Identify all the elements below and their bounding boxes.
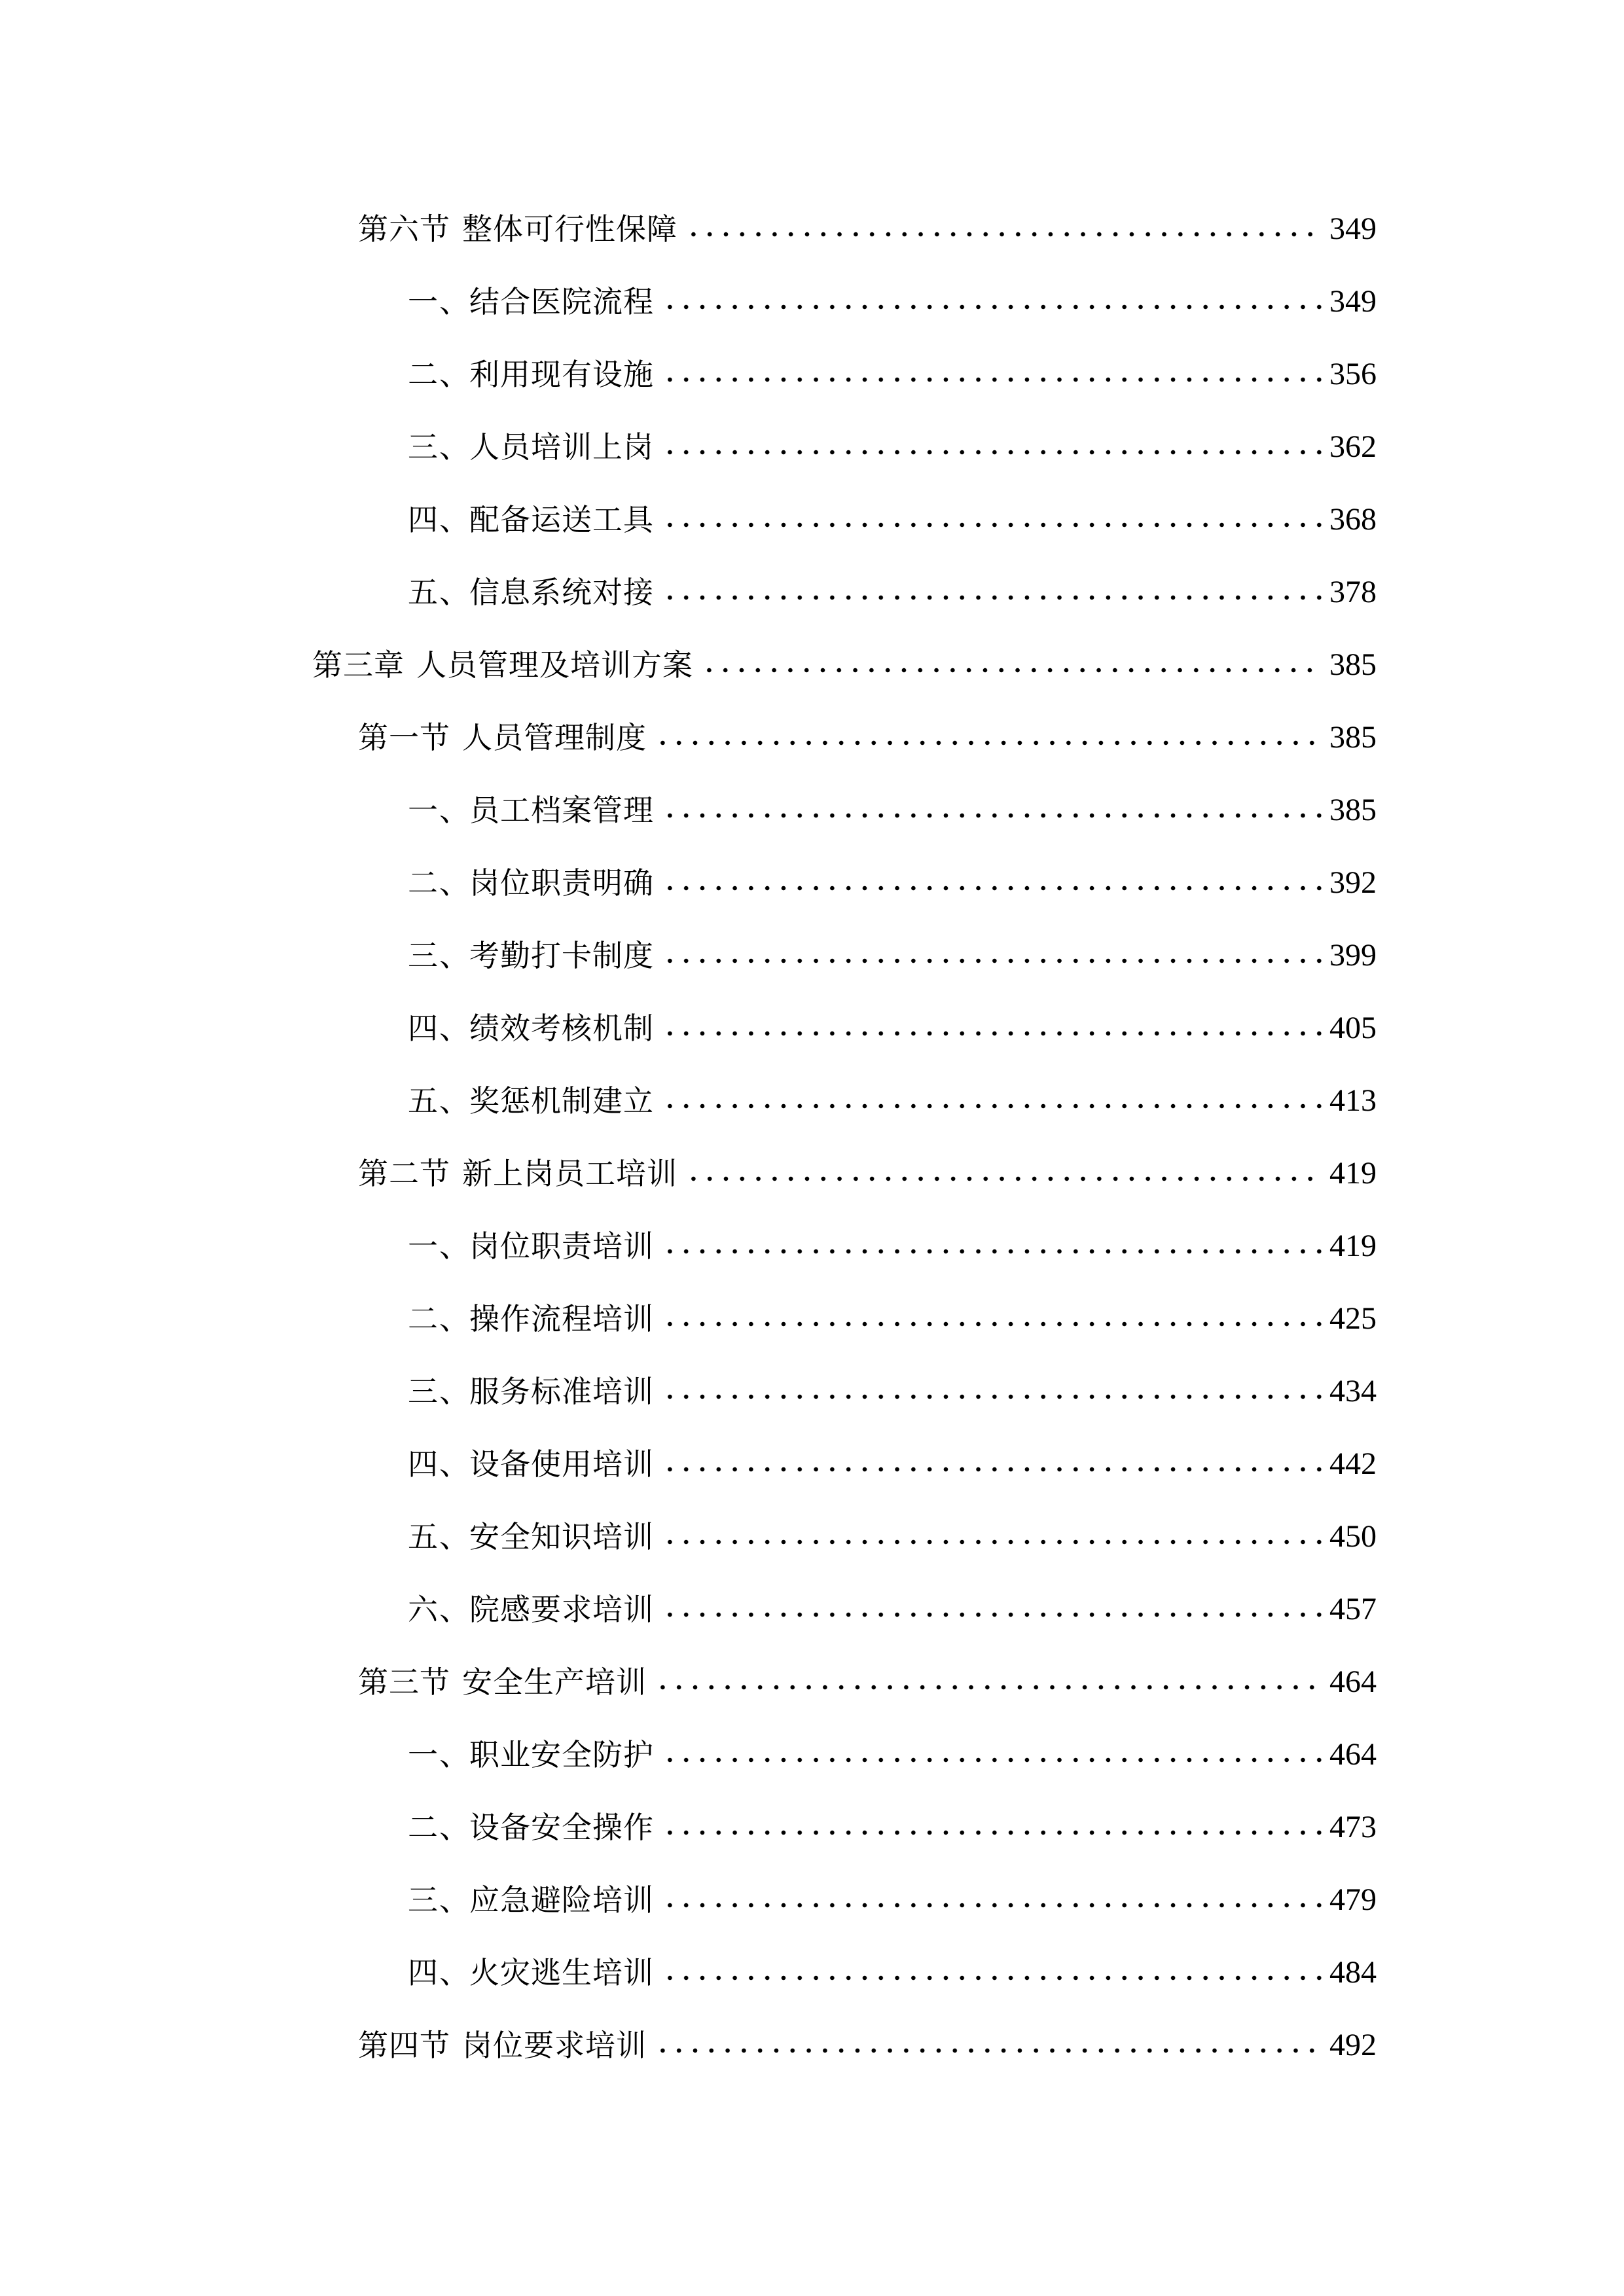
dot-leader bbox=[662, 1030, 1322, 1037]
toc-entry-title: 人员管理制度 bbox=[462, 720, 647, 755]
dot-leader bbox=[701, 666, 1322, 674]
toc-entry-section[interactable] bbox=[358, 1661, 1377, 1700]
toc-entry-page-number: 385 bbox=[1329, 720, 1377, 755]
toc-entry-title: 院感要求培训 bbox=[469, 1592, 654, 1627]
toc-entry-item[interactable] bbox=[408, 862, 1377, 901]
toc-entry-title: 设备安全操作 bbox=[469, 1810, 654, 1845]
toc-entry-page-number: 479 bbox=[1329, 1882, 1377, 1917]
toc-entry-title: 利用现有设施 bbox=[469, 357, 654, 392]
toc-entry-item[interactable] bbox=[408, 281, 1377, 320]
toc-entry-title: 配备运送工具 bbox=[469, 502, 654, 537]
toc-entry-item[interactable] bbox=[408, 1806, 1377, 1846]
toc-entry-item[interactable] bbox=[408, 426, 1377, 465]
toc-entry-title: 考勤打卡制度 bbox=[469, 938, 654, 973]
toc-entry-prefix: 一、 bbox=[408, 1737, 471, 1772]
toc-entry-prefix: 一、 bbox=[408, 284, 471, 319]
toc-entry-chapter[interactable] bbox=[312, 644, 1377, 683]
toc-entry-prefix: 第三节 bbox=[358, 1664, 450, 1700]
toc-entry-page-number: 464 bbox=[1329, 1737, 1377, 1772]
toc-entry-title: 绩效考核机制 bbox=[469, 1011, 654, 1046]
toc-entry-page-number: 385 bbox=[1329, 647, 1377, 682]
dot-leader bbox=[662, 884, 1322, 892]
toc-entry-title: 火灾逃生培训 bbox=[469, 1955, 654, 1990]
toc-entry-prefix: 四、 bbox=[408, 1955, 471, 1990]
toc-entry-title: 新上岗员工培训 bbox=[462, 1156, 677, 1191]
toc-entry-section[interactable] bbox=[358, 1153, 1377, 1192]
toc-entry-item[interactable] bbox=[408, 1443, 1377, 1482]
dot-leader bbox=[662, 1974, 1322, 1982]
toc-entry-prefix: 三、 bbox=[408, 1882, 471, 1918]
toc-entry-title: 奖惩机制建立 bbox=[469, 1083, 654, 1119]
toc-entry-item[interactable] bbox=[408, 499, 1377, 538]
dot-leader bbox=[662, 594, 1322, 601]
toc-entry-prefix: 一、 bbox=[408, 1229, 471, 1264]
toc-entry-prefix: 三、 bbox=[408, 938, 471, 973]
toc-entry-title: 设备使用培训 bbox=[469, 1446, 654, 1482]
toc-entry-prefix: 第六节 bbox=[358, 211, 450, 247]
toc-entry-title: 岗位职责明确 bbox=[469, 865, 654, 901]
dot-leader bbox=[662, 376, 1322, 384]
toc-entry-item[interactable] bbox=[408, 1952, 1377, 1991]
toc-entry-page-number: 356 bbox=[1329, 357, 1377, 391]
toc-entry-item[interactable] bbox=[408, 1734, 1377, 1773]
toc-entry-item[interactable] bbox=[408, 789, 1377, 829]
dot-leader bbox=[662, 1102, 1322, 1110]
toc-entry-title: 岗位职责培训 bbox=[469, 1229, 654, 1264]
toc-entry-prefix: 第四节 bbox=[358, 2028, 450, 2063]
toc-entry-title: 整体可行性保障 bbox=[462, 211, 677, 247]
toc-entry-prefix: 五、 bbox=[408, 1083, 471, 1119]
toc-entry-item[interactable] bbox=[408, 1371, 1377, 1410]
toc-entry-prefix: 四、 bbox=[408, 1011, 471, 1046]
toc-entry-page-number: 399 bbox=[1329, 938, 1377, 973]
toc-entry-prefix: 第一节 bbox=[358, 720, 450, 755]
toc-entry-prefix: 四、 bbox=[408, 502, 471, 537]
toc-entry-page-number: 450 bbox=[1329, 1519, 1377, 1554]
toc-entry-section[interactable] bbox=[358, 717, 1377, 756]
dot-leader bbox=[662, 1320, 1322, 1328]
dot-leader bbox=[662, 812, 1322, 819]
toc-entry-page-number: 378 bbox=[1329, 575, 1377, 609]
toc-entry-page-number: 492 bbox=[1329, 2028, 1377, 2062]
toc-entry-item[interactable] bbox=[408, 571, 1377, 611]
toc-entry-title: 安全生产培训 bbox=[462, 1664, 647, 1700]
toc-entry-title: 服务标准培训 bbox=[469, 1374, 654, 1409]
dot-leader bbox=[662, 521, 1322, 529]
toc-entry-prefix: 二、 bbox=[408, 357, 471, 392]
dot-leader bbox=[662, 303, 1322, 311]
toc-entry-page-number: 473 bbox=[1329, 1810, 1377, 1844]
dot-leader bbox=[655, 2047, 1322, 2054]
toc-entry-page-number: 392 bbox=[1329, 865, 1377, 900]
toc-entry-item[interactable] bbox=[408, 935, 1377, 974]
toc-entry-item[interactable] bbox=[408, 1588, 1377, 1628]
toc-entry-page-number: 419 bbox=[1329, 1156, 1377, 1191]
toc-entry-prefix: 四、 bbox=[408, 1446, 471, 1482]
toc-entry-title: 操作流程培训 bbox=[469, 1301, 654, 1336]
toc-entry-item[interactable] bbox=[408, 1225, 1377, 1265]
dot-leader bbox=[662, 1756, 1322, 1764]
dot-leader bbox=[655, 739, 1322, 747]
dot-leader bbox=[655, 1683, 1322, 1691]
toc-entry-prefix: 二、 bbox=[408, 865, 471, 901]
toc-entry-prefix: 六、 bbox=[408, 1592, 471, 1627]
toc-entry-prefix: 二、 bbox=[408, 1301, 471, 1336]
toc-entry-page-number: 425 bbox=[1329, 1301, 1377, 1336]
toc-entry-page-number: 419 bbox=[1329, 1229, 1377, 1263]
toc-entry-page-number: 464 bbox=[1329, 1664, 1377, 1699]
dot-leader bbox=[662, 1247, 1322, 1255]
toc-entry-section[interactable] bbox=[358, 2024, 1377, 2064]
dot-leader bbox=[662, 1465, 1322, 1473]
toc-entry-section[interactable] bbox=[358, 208, 1377, 247]
toc-entry-title: 人员管理及培训方案 bbox=[416, 647, 693, 683]
toc-entry-item[interactable] bbox=[408, 1516, 1377, 1555]
toc-entry-item[interactable] bbox=[408, 353, 1377, 393]
toc-entry-prefix: 一、 bbox=[408, 793, 471, 828]
toc-entry-page-number: 362 bbox=[1329, 429, 1377, 464]
dot-leader bbox=[662, 1538, 1322, 1546]
toc-entry-item[interactable] bbox=[408, 1879, 1377, 1918]
toc-entry-page-number: 349 bbox=[1329, 211, 1377, 246]
toc-entry-page-number: 385 bbox=[1329, 793, 1377, 827]
dot-leader bbox=[662, 1901, 1322, 1909]
toc-entry-page-number: 349 bbox=[1329, 284, 1377, 319]
toc-entry-item[interactable] bbox=[408, 1298, 1377, 1337]
dot-leader bbox=[685, 230, 1322, 238]
toc-entry-prefix: 第二节 bbox=[358, 1156, 450, 1191]
toc-entry-title: 员工档案管理 bbox=[469, 793, 654, 828]
toc-entry-title: 信息系统对接 bbox=[469, 575, 654, 610]
toc-entry-title: 职业安全防护 bbox=[469, 1737, 654, 1772]
toc-entry-title: 安全知识培训 bbox=[469, 1519, 654, 1554]
toc-entry-prefix: 五、 bbox=[408, 575, 471, 610]
dot-leader bbox=[662, 1393, 1322, 1401]
toc-entry-page-number: 484 bbox=[1329, 1955, 1377, 1990]
toc-entry-page-number: 405 bbox=[1329, 1011, 1377, 1045]
toc-entry-page-number: 457 bbox=[1329, 1592, 1377, 1626]
toc-entry-prefix: 二、 bbox=[408, 1810, 471, 1845]
toc-entry-title: 应急避险培训 bbox=[469, 1882, 654, 1918]
dot-leader bbox=[662, 448, 1322, 456]
dot-leader bbox=[662, 1829, 1322, 1837]
toc-entry-prefix: 第三章 bbox=[312, 647, 405, 683]
toc-entry-prefix: 三、 bbox=[408, 1374, 471, 1409]
toc-entry-page-number: 442 bbox=[1329, 1446, 1377, 1481]
toc-entry-page-number: 368 bbox=[1329, 502, 1377, 537]
dot-leader bbox=[685, 1175, 1322, 1183]
dot-leader bbox=[662, 957, 1322, 965]
toc-entry-page-number: 434 bbox=[1329, 1374, 1377, 1408]
toc-entry-title: 岗位要求培训 bbox=[462, 2028, 647, 2063]
toc-entry-title: 人员培训上岗 bbox=[469, 429, 654, 465]
dot-leader bbox=[662, 1611, 1322, 1619]
toc-entry-page-number: 413 bbox=[1329, 1083, 1377, 1118]
toc-entry-item[interactable] bbox=[408, 1007, 1377, 1047]
toc-entry-prefix: 三、 bbox=[408, 429, 471, 465]
toc-entry-item[interactable] bbox=[408, 1080, 1377, 1119]
toc-entry-title: 结合医院流程 bbox=[469, 284, 654, 319]
toc-entry-prefix: 五、 bbox=[408, 1519, 471, 1554]
